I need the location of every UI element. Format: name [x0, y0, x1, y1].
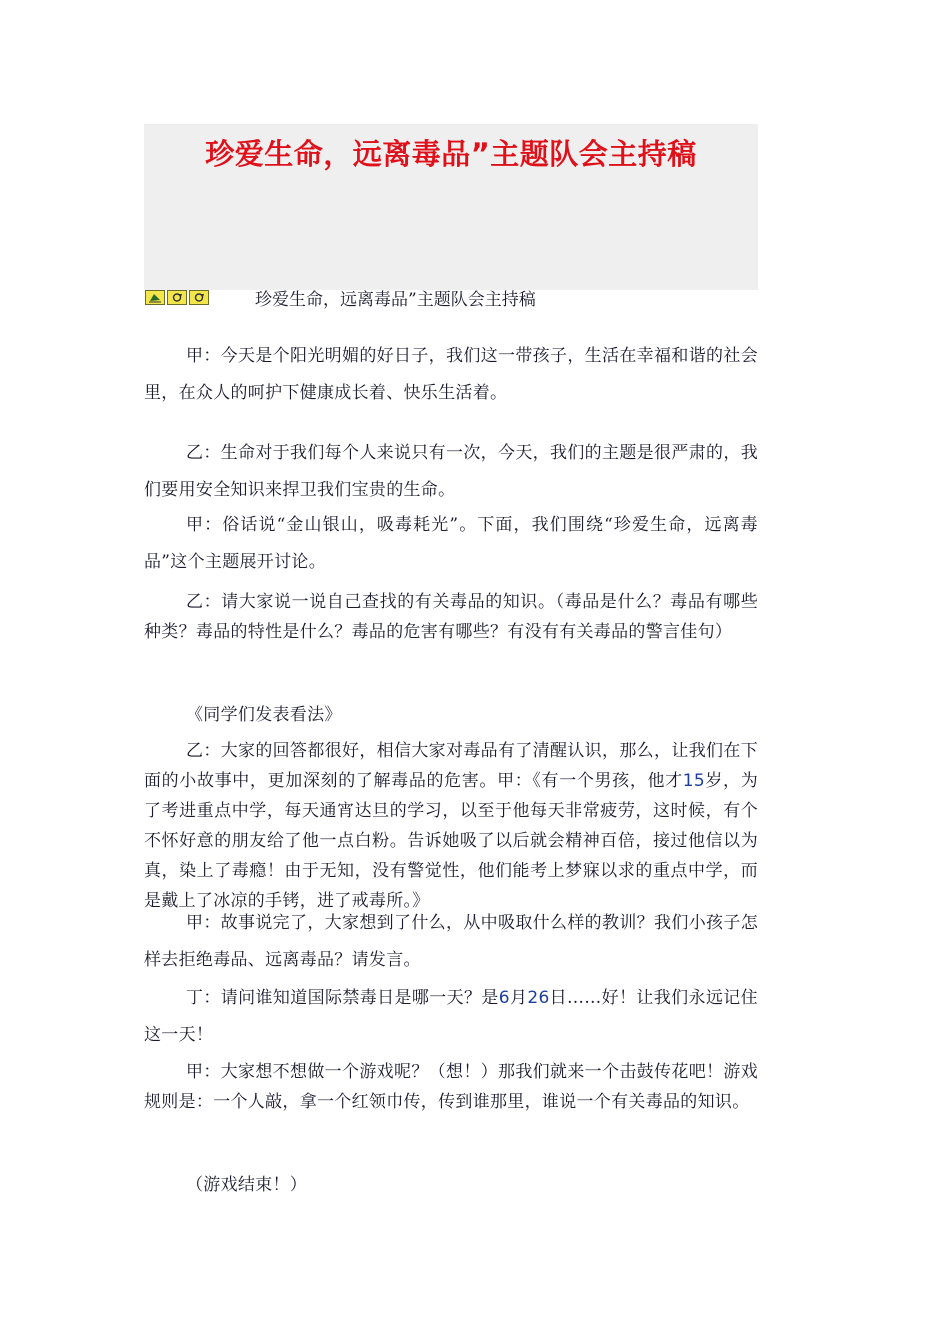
month-label: 月: [509, 988, 528, 1008]
story-text-2: 岁，为了考进重点中学，每天通宵达旦的学习，以至于他每天非常疲劳，这时候，有个不怀好意的朋友给了他一点白粉。告诉她吸了以后就会精神百倍，接过他信以为真，染上了毒瘾！由于无知，没有警觉性，他们能考上梦寐以求的重点中学，而是戴上了冰凉的手铐，进了戒毒所。》: [144, 771, 758, 911]
document-title: 珍爱生命，远离毒品”主题队会主持稿: [205, 137, 697, 171]
date-text-1: 丁：请问谁知道国际禁毒日是哪一天？是: [186, 988, 499, 1008]
paragraph-3: 甲：俗话说“金山银山，吸毒耗光”。下面，我们围绕“珍爱生命，远离毒品”这个主题展开讨论。: [144, 515, 758, 572]
age-number: 15: [682, 771, 706, 791]
paragraph-7: 甲：故事说完了，大家想到了什么，从中吸取什么样的教训？我们小孩子怎样去拒绝毒品、远离毒品？请发言。: [144, 913, 758, 970]
paragraph-4: 乙：请大家说一说自己查找的有关毒品的知识。（毒品是什么？毒品有哪些种类？毒品的特性是什么？毒品的危害有哪些？有没有有关毒品的警言佳句）: [144, 592, 758, 642]
icon-toolbar: [145, 290, 209, 307]
month-number: 6: [498, 988, 510, 1008]
paragraph-5: 《同学们发表看法》: [186, 705, 342, 725]
paragraph-2: 乙：生命对于我们每个人来说只有一次，今天，我们的主题是很严肃的，我们要用安全知识来捍卫我们宝贵的生命。: [144, 443, 758, 500]
paragraph-6: [144, 736, 758, 916]
story-text-1: 乙：大家的回答都很好，相信大家对毒品有了清醒认识，那么，让我们在下面的小故事中，更加深刻的了解毒品的危害。甲：《有一个男孩，他才: [144, 741, 758, 791]
refresh-icon[interactable]: [189, 290, 209, 305]
refresh-icon[interactable]: [167, 290, 187, 305]
arrow-icon[interactable]: [145, 290, 165, 305]
paragraph-10: （游戏结束！）: [186, 1175, 308, 1195]
paragraph-1: 甲：今天是个阳光明媚的好日子，我们这一带孩子，生活在幸福和谐的社会里，在众人的呵护下健康成长着、快乐生活着。: [144, 346, 758, 403]
date-text-2: 日……好！让我们永远记住这一天！: [144, 988, 758, 1045]
game-text: 甲：大家想不想做一个游戏呢？（想！）那我们就来一个击鼓传花吧！游戏规则是：一个人敲，拿一个红领巾传，传到谁那里，谁说一个有关毒品的知识。: [144, 1062, 758, 1112]
document-subtitle: 珍爱生命，远离毒品”主题队会主持稿: [255, 290, 536, 310]
title-banner: [144, 124, 758, 290]
paragraph-8: [144, 980, 758, 1054]
day-number: 26: [527, 988, 550, 1008]
paragraph-9: [144, 1057, 758, 1117]
